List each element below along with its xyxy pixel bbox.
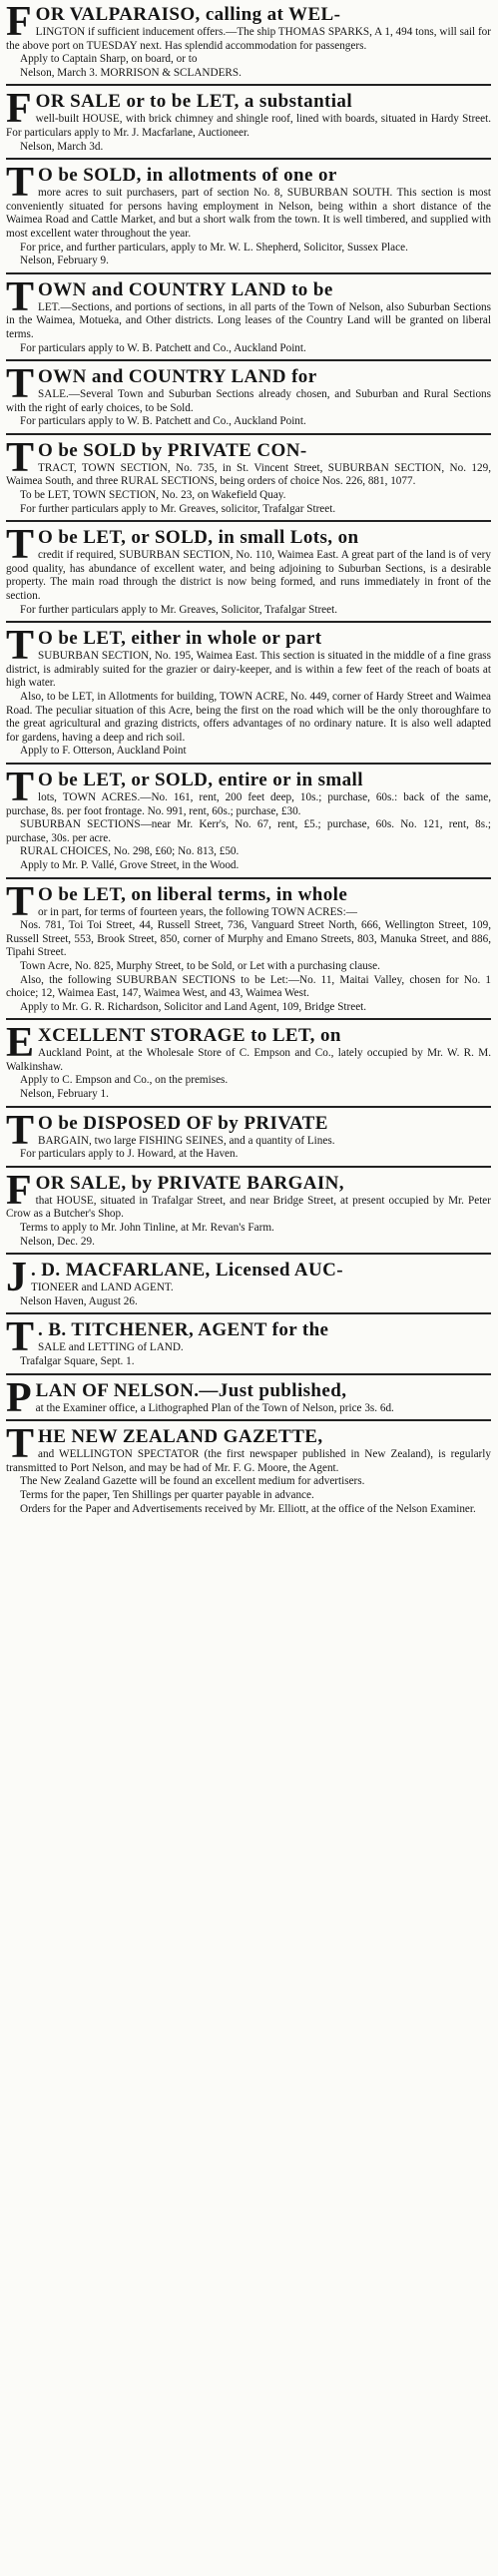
advertisement — [6, 1421, 491, 1516]
advertisement-headline: OWN and COUNTRY LAND for — [38, 366, 317, 388]
advertisement-body — [6, 549, 491, 617]
advertisement-body — [6, 26, 491, 80]
advertisement — [6, 764, 491, 873]
advertisement-paragraph: Nelson, February 1. — [20, 1088, 109, 1101]
drop-cap: T — [6, 273, 35, 320]
column-rule — [6, 1373, 491, 1375]
advertisement-paragraph: TIONEER and LAND AGENT. — [31, 1282, 174, 1294]
advertisement-paragraph: and WELLINGTON SPECTATOR (the first newspaper published in New Zealand), is regularly transmitted to Port Nelson, and may be had of Mr. F. G. Moore, the Agent. — [6, 1448, 491, 1474]
column-rule — [6, 359, 491, 361]
advertisement-paragraph: Nelson, February 9. — [20, 255, 109, 267]
advertisement — [6, 1374, 491, 1421]
advertisement-headline: OR SALE, by PRIVATE BARGAIN, — [35, 1172, 344, 1194]
advertisement-paragraph: Apply to Captain Sharp, on board, or to — [20, 53, 198, 66]
advertisement-body — [6, 462, 491, 516]
advertisement-paragraph: credit if required, SUBURBAN SECTION, No. 110, Waimea East. A great part of the land is of very good quality, has abundance of excellent water, and being adjoining to Suburban Sections, is a desirable property. The main road through the district is now being formed, and runs immediately in front of the section. — [6, 549, 491, 603]
advertisement-paragraph: Nelson Haven, August 26. — [20, 1294, 138, 1307]
advertisement-headline: LAN OF NELSON.—Just published, — [35, 1379, 347, 1401]
advertisement-paragraph: Apply to C. Empson and Co., on the premises. — [20, 1074, 229, 1087]
advertisement-headline: O be LET, either in whole or part — [38, 628, 322, 650]
drop-cap: T — [6, 623, 35, 670]
advertisement — [6, 1020, 491, 1101]
advertisement-paragraph: Apply to Mr. P. Vallé, Grove Street, in the Wood. — [20, 858, 240, 871]
advertisement-paragraph: more acres to suit purchasers, part of section No. 8, SUBURBAN SOUTH. This section is most conveniently situated for persons having employment in Nelson, being within a short distance of the Waimea Road and Cattle Market, and but a short walk from the town. It is well timbered, and supplied with most excellent water throughout the year. — [6, 187, 491, 240]
advertisement-paragraph: or in part, for terms of fourteen years, the following TOWN ACRES:— — [38, 905, 357, 918]
advertisement — [6, 878, 491, 1015]
advertisement-headline: O be SOLD by PRIVATE CON- — [38, 439, 307, 461]
advertisement-body — [6, 1341, 491, 1368]
advertisement — [6, 623, 491, 759]
column-rule — [6, 1106, 491, 1108]
advertisement-body — [6, 113, 491, 154]
advertisement-headline: O be DISPOSED OF by PRIVATE — [38, 1112, 328, 1134]
advertisement-paragraph: RURAL CHOICES, No. 298, £60; No. 813, £50. — [20, 845, 240, 858]
advertisement — [6, 86, 491, 154]
advertisement-headline: OWN and COUNTRY LAND to be — [38, 278, 333, 300]
advertisement-paragraph: Orders for the Paper and Advertisements received by Mr. Elliott, at the office of the Nelson Examiner. — [20, 1502, 476, 1515]
advertisement — [6, 434, 491, 516]
advertisement-paragraph: Nelson, March 3d. — [20, 140, 104, 153]
column-rule — [6, 272, 491, 274]
advertisement-paragraph: SUBURBAN SECTION, No. 195, Waimea East. This section is situated in the middle of a fine grass district, is admirably suited for the grazier or dairy-keeper, and is within a few feet of the reach of boats at high water. — [6, 650, 491, 690]
advertisement-paragraph: SALE.—Several Town and Suburban Sections already chosen, and Suburban and Rural Sections with the right of early choices, to be Sold. — [6, 388, 491, 414]
advertisement-paragraph: Apply to Mr. G. R. Richardson, Solicitor and Land Agent, 109, Bridge Street. — [20, 1000, 367, 1013]
advertisement-paragraph: Auckland Point, at the Wholesale Store of C. Empson and Co., lately occupied by Mr. W. R. M. Walkinshaw. — [6, 1047, 491, 1073]
advertisement-paragraph: SALE and LETTING of LAND. — [38, 1341, 184, 1354]
column-rule — [6, 1419, 491, 1421]
drop-cap: T — [6, 522, 35, 569]
column-rule — [6, 158, 491, 160]
advertisement-headline: O be LET, or SOLD, in small Lots, on — [38, 527, 359, 549]
advertisement-paragraph: Terms to apply to Mr. John Tinline, at Mr. Revan's Farm. — [20, 1222, 274, 1235]
advertisement — [6, 522, 491, 617]
column-rule — [6, 1253, 491, 1255]
advertisement — [6, 1255, 491, 1308]
drop-cap: T — [6, 160, 35, 207]
advertisement-paragraph: well-built HOUSE, with brick chimney and shingle roof, lined with boards, situated in Hardy Street. For particulars apply to Mr. J. Macfarlane, Auctioneer. — [6, 113, 491, 139]
advertisement-body — [6, 650, 491, 759]
advertisement-body — [6, 1282, 491, 1308]
advertisement — [6, 0, 491, 80]
column-rule — [6, 763, 491, 765]
column-rule — [6, 1312, 491, 1314]
advertisement-body — [6, 791, 491, 873]
column-rule — [6, 877, 491, 879]
advertisement — [6, 160, 491, 268]
drop-cap: T — [6, 434, 35, 481]
advertisement-body — [6, 1448, 491, 1516]
drop-cap: F — [6, 1167, 32, 1214]
advertisement-paragraph: TRACT, TOWN SECTION, No. 735, in St. Vincent Street, SUBURBAN SECTION, No. 129, Waimea South, and three RURAL SECTIONS, being orders of choice Nos. 226, 881, 1077. — [6, 461, 491, 488]
advertisement-paragraph: Town Acre, No. 825, Murphy Street, to be Sold, or Let with a purchasing clause. — [20, 959, 380, 972]
advertisement-paragraph: For particulars apply to J. Howard, at the Haven. — [20, 1148, 239, 1161]
advertisement-paragraph: To be LET, TOWN SECTION, No. 23, on Wakefield Quay. — [20, 489, 286, 502]
advertisement-paragraph: SUBURBAN SECTIONS—near Mr. Kerr's, No. 67, rent, £5.; purchase, 60s. No. 121, rent, 8s.; purchase, 30s. per acre. — [6, 818, 491, 844]
advertisement — [6, 1314, 491, 1368]
drop-cap: T — [6, 764, 35, 810]
advertisement-paragraph: For particulars apply to W. B. Patchett and Co., Auckland Point. — [20, 341, 306, 354]
advertisement-paragraph: Apply to F. Otterson, Auckland Point — [20, 745, 187, 758]
advertisement — [6, 273, 491, 355]
column-rule — [6, 433, 491, 435]
advertisement-paragraph: Trafalgar Square, Sept. 1. — [20, 1355, 135, 1367]
advertisement-body — [6, 1135, 491, 1162]
advertisement-headline: O be SOLD, in allotments of one or — [38, 165, 337, 187]
advertisement-paragraph: LET.—Sections, and portions of sections, in all parts of the Town of Nelson, also Suburban Sections in the Waimea, Motueka, and Other districts. Long leases of the Country Land will be granted on liberal terms. — [6, 300, 491, 340]
advertisement-paragraph: For further particulars apply to Mr. Greaves, Solicitor, Trafalgar Street. — [20, 603, 338, 616]
column-rule — [6, 520, 491, 522]
drop-cap: J — [6, 1255, 27, 1301]
advertisement-body — [6, 906, 491, 1015]
advertisement-headline: XCELLENT STORAGE to LET, on — [38, 1025, 341, 1047]
advertisement-paragraph: Also, to be LET, in Allotments for building, TOWN ACRE, No. 449, corner of Hardy Street and Waimea Road. The peculiar situation of this Acre, being the first on the road which will be the only thoroughfare to the great agricultural and grazing districts, offers advantages of no ordinary nature. It is also well adapted for gardens, having a deep and rich soil. — [6, 691, 491, 744]
advertisement-body — [6, 1402, 491, 1416]
drop-cap: T — [6, 1107, 35, 1154]
advertisement-paragraph: lots, TOWN ACRES.—No. 161, rent, 200 feet deep, 10s.; purchase, 60s.: back of the same, purchase, 8s. per foot frontage. No. 991, rent, 60s.; purchase, £30. — [6, 790, 491, 817]
column-rule — [6, 1166, 491, 1168]
advertisement-headline: O be LET, on liberal terms, in whole — [38, 883, 348, 905]
advertisement-headline: . D. MACFARLANE, Licensed AUC- — [31, 1260, 343, 1282]
column-rule — [6, 1018, 491, 1020]
advertisement-paragraph: at the Examiner office, a Lithographed Plan of the Town of Nelson, price 3s. 6d. — [35, 1401, 394, 1414]
advertisement-paragraph: Nelson, Dec. 29. — [20, 1235, 95, 1248]
drop-cap: T — [6, 1314, 35, 1361]
advertisement-paragraph: Terms for the paper, Ten Shillings per quarter payable in advance. — [20, 1488, 314, 1501]
advertisement-paragraph: BARGAIN, two large FISHING SEINES, and a quantity of Lines. — [38, 1134, 335, 1147]
drop-cap: P — [6, 1374, 32, 1421]
advertisement-paragraph: that HOUSE, situated in Trafalgar Street, and near Bridge Street, at present occupied by Mr. Peter Crow as a Butcher's Shop. — [6, 1194, 491, 1221]
advertisement-paragraph: The New Zealand Gazette will be found an excellent medium for advertisers. — [20, 1475, 365, 1488]
advertisement-body — [6, 1047, 491, 1101]
advertisement — [6, 361, 491, 429]
advertisement-body — [6, 388, 491, 429]
advertisement-body — [6, 187, 491, 268]
advertisement-paragraph: For further particulars apply to Mr. Greaves, solicitor, Trafalgar Street. — [20, 502, 336, 515]
drop-cap: F — [6, 86, 32, 133]
drop-cap: T — [6, 878, 35, 925]
drop-cap: T — [6, 361, 35, 408]
advertisement-paragraph: Also, the following SUBURBAN SECTIONS to be Let:—No. 11, Maitai Valley, chosen for No. 1 choice; 12, Waimea East, 147, Waimea West, and 43, Waimea West. — [6, 973, 491, 1000]
advertisement — [6, 1167, 491, 1249]
drop-cap: F — [6, 0, 32, 45]
advertisement-headline: HE NEW ZEALAND GAZETTE, — [38, 1426, 323, 1448]
column-rule — [6, 621, 491, 623]
advertisement-paragraph: Nos. 781, Toi Toi Street, 44, Russell Street, 736, Vanguard Street North, 666, Wellington Street, 109, Russell Street, 553, Brook Street, 850, corner of Murphy and Emano Streets, 803, Manuka Street, and 886, Tipahi Street. — [6, 919, 491, 959]
advertisement — [6, 1107, 491, 1162]
advertisement-paragraph: For particulars apply to W. B. Patchett and Co., Auckland Point. — [20, 415, 306, 428]
advertisement-headline: O be LET, or SOLD, entire or in small — [38, 769, 363, 790]
column-rule — [6, 84, 491, 86]
drop-cap: T — [6, 1421, 35, 1468]
drop-cap: E — [6, 1020, 35, 1067]
advertisement-paragraph: LINGTON if sufficient inducement offers.—The ship THOMAS SPARKS, A 1, 494 tons, will sail for the above port on TUESDAY next. Has splendid accommodation for passengers. — [6, 26, 491, 52]
advertisement-headline: . B. TITCHENER, AGENT for the — [38, 1319, 329, 1341]
advertisement-paragraph: Nelson, March 3. MORRISON & SCLANDERS. — [20, 66, 242, 79]
advertisement-body — [6, 1195, 491, 1249]
advertisement-paragraph: For price, and further particulars, apply to Mr. W. L. Shepherd, Solicitor, Sussex Place. — [20, 241, 408, 254]
advertisement-body — [6, 301, 491, 355]
advertisement-headline: OR VALPARAISO, calling at WEL- — [35, 4, 341, 25]
advertisement-headline: OR SALE or to be LET, a substantial — [35, 91, 353, 113]
